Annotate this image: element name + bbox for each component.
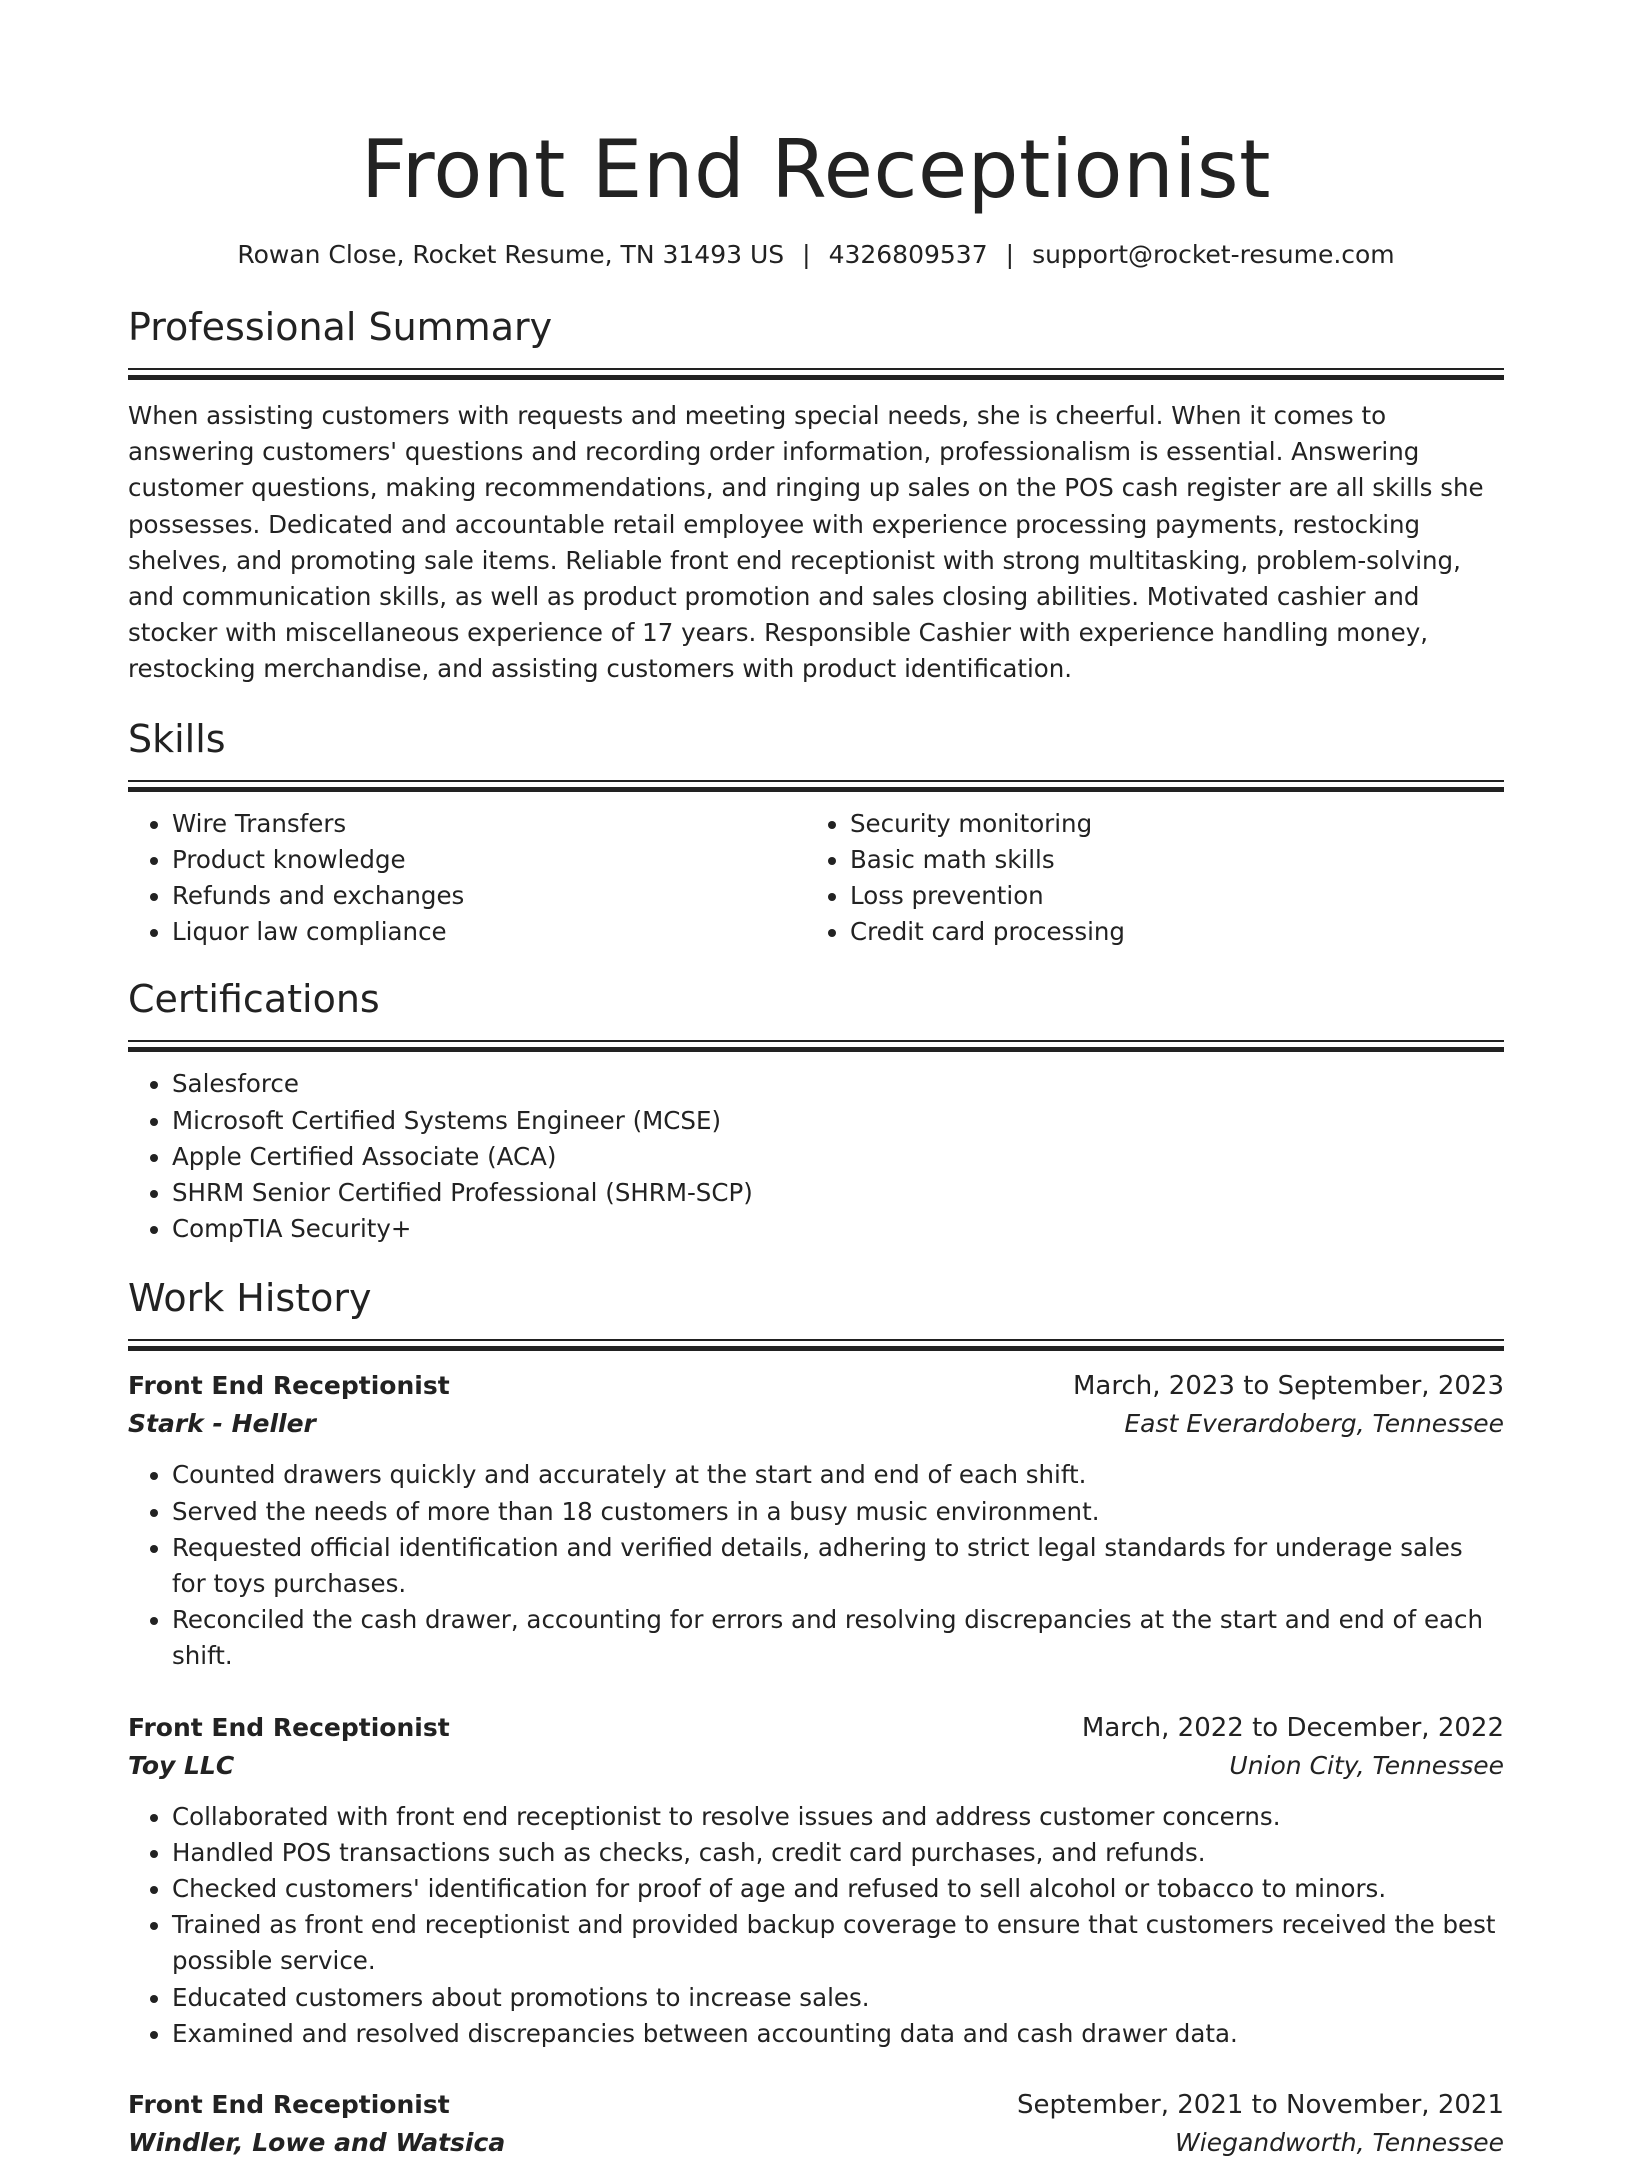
- section-divider: [128, 1040, 1504, 1052]
- contact-email: support@rocket-resume.com: [1032, 240, 1395, 269]
- skill-item: • Refunds and exchanges: [172, 878, 806, 914]
- section-title-certifications: Certifications: [128, 977, 380, 1022]
- job-bullet: • Reconciled the cash drawer, accounting for errors and resolving discrepancies at the start and end of each shift.: [172, 1602, 1504, 1674]
- job-bullet: • Examined and resolved discrepancies between accounting data and cash drawer data.: [172, 2016, 1504, 2052]
- skill-item: • Liquor law compliance: [172, 914, 806, 950]
- job-header: [128, 2086, 1504, 2124]
- job-subheader: [128, 1747, 1504, 1785]
- job-subheader: [128, 1405, 1504, 1443]
- skills-list-left: [128, 806, 806, 951]
- section-divider: [128, 780, 1504, 792]
- job-company: Stark - Heller: [128, 1409, 316, 1439]
- skills-section: [128, 714, 1504, 951]
- section-divider: [128, 368, 1504, 380]
- skills-list-right: [806, 806, 1484, 951]
- job-bullets: [128, 1799, 1504, 2052]
- job-header: [128, 1367, 1504, 1405]
- section-title-summary: Professional Summary: [128, 305, 553, 349]
- job-bullet: • Checked customers' identification for proof of age and refused to sell alcohol or tobacco to minors.: [172, 1871, 1504, 1907]
- job-entry: [128, 1367, 1504, 1674]
- skill-item: • Product knowledge: [172, 842, 806, 878]
- skill-item: • Security monitoring: [850, 806, 1484, 842]
- job-bullet: • Educated customers about promotions to increase sales.: [172, 1980, 1504, 2016]
- section-divider: [128, 1339, 1504, 1351]
- summary-text: When assisting customers with requests and meeting special needs, she is cheerful. When it comes to answering customers' questions and recording order information, professionalism is essential. Answering customer questions, making recommendations, and ringing up sales on the POS cash register are all skills she possesses. Dedicated and accountable retail employee with experience processing payments, restocking shelves, and promoting sale items. Reliable front end receptionist with strong multitasking, problem-solving, and communication skills, as well as product promotion and sales closing abilities. Motivated cashier and stocker with miscellaneous experience of 17 years. Responsible Cashier with experience handling money, restocking merchandise, and assisting customers with product identification.: [128, 401, 1484, 684]
- job-bullet: • Requested official identification and verified details, adhering to strict legal standards for underage sales for toys purchases.: [172, 1530, 1504, 1602]
- summary-section: [128, 302, 1504, 688]
- job-header: [128, 1709, 1504, 1747]
- job-location: East Everardoberg, Tennessee: [1124, 1409, 1504, 1439]
- job-bullet: • Counted drawers quickly and accurately at the start and end of each shift.: [172, 1457, 1504, 1493]
- job-bullet: • Handled POS transactions such as checks, cash, credit card purchases, and refunds.: [172, 1835, 1504, 1871]
- certification-item: • Microsoft Certified Systems Engineer (MCSE): [172, 1103, 1504, 1139]
- skills-grid: [128, 806, 1504, 951]
- job-bullets: [128, 1457, 1504, 1674]
- job-bullet: • Collaborated with front end receptionist to resolve issues and address customer concerns.: [172, 1799, 1504, 1835]
- work-history-section: [128, 1273, 1504, 2162]
- job-dates: March, 2022 to December, 2022: [1081, 1712, 1504, 1743]
- candidate-name: Front End Receptionist: [361, 123, 1271, 216]
- section-title-work-history: Work History: [128, 1276, 372, 1321]
- job-company: Windler, Lowe and Watsica: [128, 2128, 506, 2158]
- skill-item: • Loss prevention: [850, 878, 1484, 914]
- job-dates: March, 2023 to September, 2023: [1073, 1371, 1504, 1402]
- certification-item: • Salesforce: [172, 1066, 1504, 1102]
- resume-content: [128, 0, 1504, 2162]
- job-bullet: • Trained as front end receptionist and provided backup coverage to ensure that customers received the best possible service.: [172, 1907, 1504, 1979]
- job-dates: September, 2021 to November, 2021: [1017, 2090, 1504, 2121]
- job-location: Union City, Tennessee: [1229, 1750, 1504, 1780]
- section-title-skills: Skills: [128, 716, 226, 761]
- job-title: Front End Receptionist: [128, 1712, 450, 1742]
- job-entry: [128, 1709, 1504, 2052]
- job-title: Front End Receptionist: [128, 2090, 450, 2120]
- job-entry: [128, 2086, 1504, 2162]
- contact-separator: |: [802, 240, 811, 269]
- job-title: Front End Receptionist: [128, 1371, 450, 1401]
- contact-line: [128, 238, 1504, 272]
- job-subheader: [128, 2124, 1504, 2162]
- job-bullet: • Served the needs of more than 18 customers in a busy music environment.: [172, 1494, 1504, 1530]
- skill-item: • Wire Transfers: [172, 806, 806, 842]
- skill-item: • Credit card processing: [850, 914, 1484, 950]
- certifications-list: [128, 1066, 1504, 1247]
- certification-item: • SHRM Senior Certified Professional (SHRM-SCP): [172, 1175, 1504, 1211]
- job-location: Wiegandworth, Tennessee: [1175, 2128, 1504, 2158]
- contact-address: Rowan Close, Rocket Resume, TN 31493 US: [237, 240, 785, 269]
- certifications-section: [128, 974, 1504, 1247]
- skill-item: • Basic math skills: [850, 842, 1484, 878]
- contact-separator: |: [1005, 240, 1015, 269]
- job-company: Toy LLC: [128, 1750, 235, 1780]
- certification-item: • CompTIA Security+: [172, 1211, 1504, 1247]
- contact-phone: 4326809537: [828, 240, 988, 269]
- certification-item: • Apple Certified Associate (ACA): [172, 1139, 1504, 1175]
